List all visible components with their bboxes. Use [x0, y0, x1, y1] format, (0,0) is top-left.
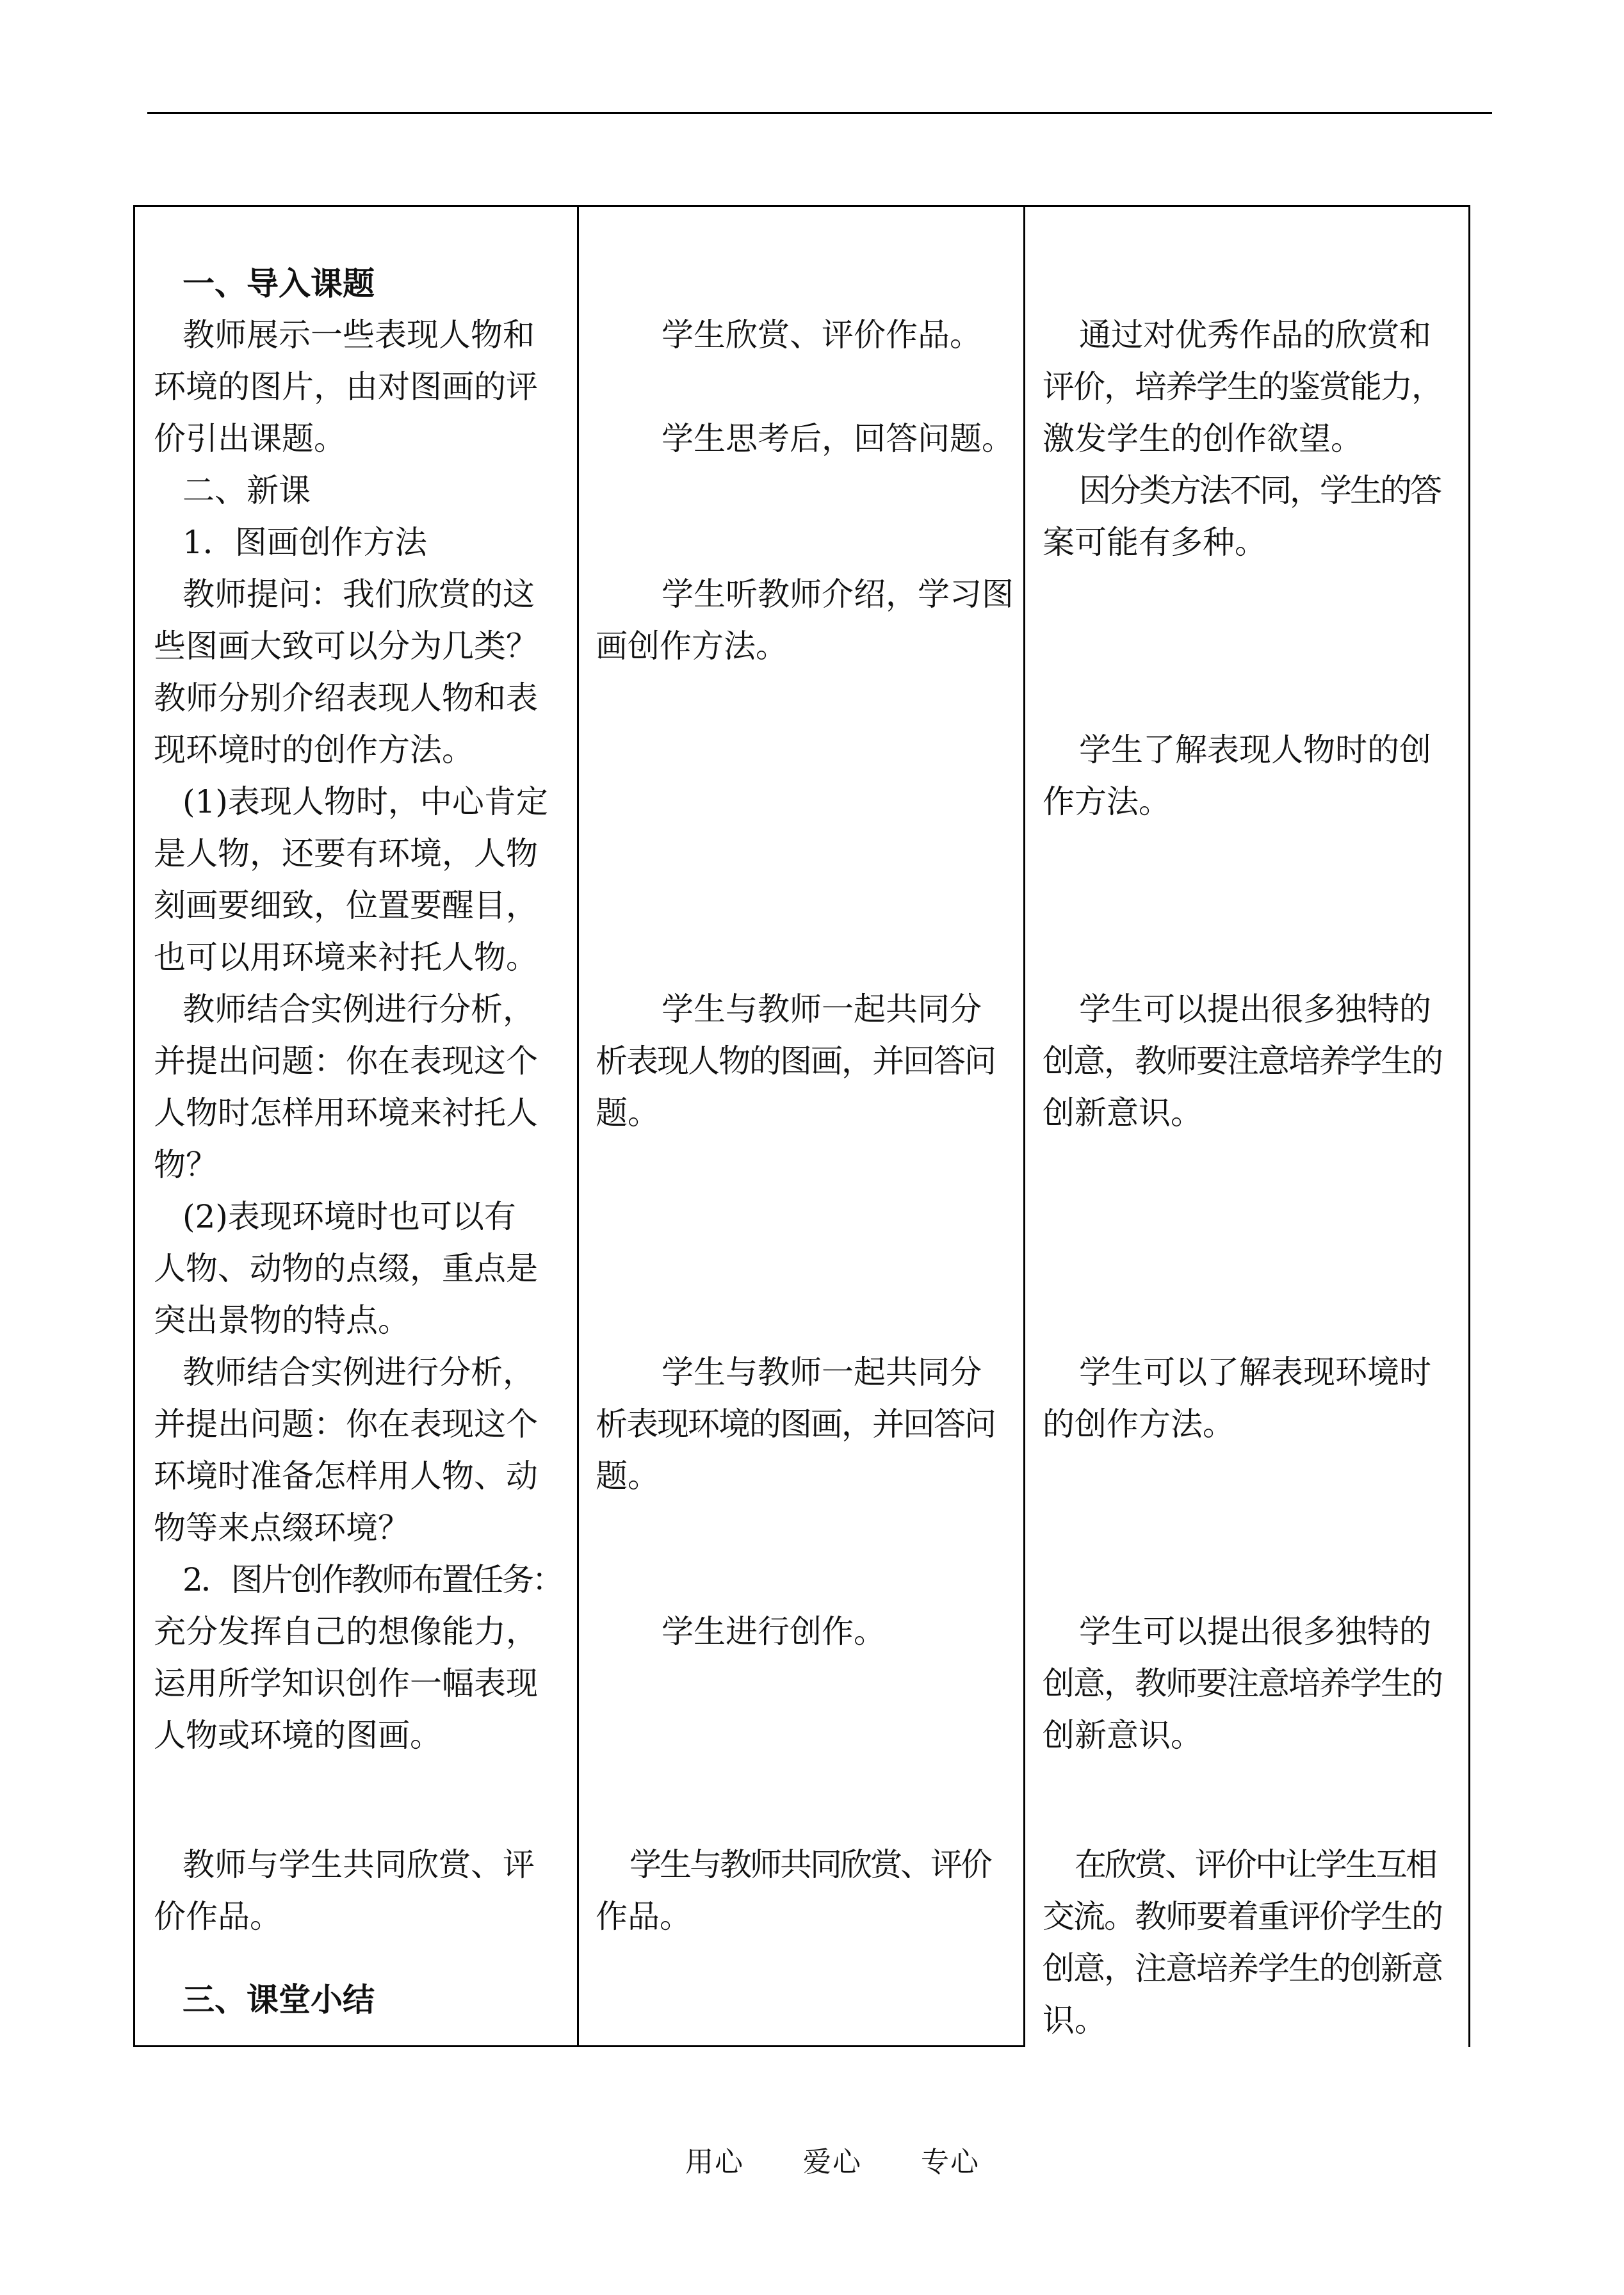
text-line: 激发学生的创作欲望。	[1043, 420, 1363, 457]
text-line: 学生与教师一起共同分	[662, 991, 982, 1028]
text-line: 物？	[154, 1146, 218, 1183]
text-line: 学生了解表现人物时的创	[1079, 731, 1431, 768]
text-line: 是人物，还要有环境，人物	[154, 835, 538, 872]
text-line: 环境的图片，由对图画的评	[154, 368, 538, 405]
text-line: 教师结合实例进行分析，	[183, 991, 535, 1028]
table-left-border	[133, 205, 135, 2047]
text-line: 教师提问：我们欣赏的这	[183, 576, 535, 613]
text-line: 教师展示一些表现人物和	[183, 316, 535, 353]
section-heading: 一、导入课题	[183, 264, 375, 302]
table-right-border	[1468, 205, 1470, 2047]
table-divider-1	[577, 205, 579, 2047]
table-divider-2	[1023, 205, 1025, 2047]
text-line: 案可能有多种。	[1043, 524, 1267, 561]
text-line: 交流。教师要着重评价学生的	[1043, 1898, 1442, 1935]
text-line: 在欣赏、评价中让学生互相	[1075, 1846, 1436, 1883]
text-line: 创意，注意培养学生的创新意	[1043, 1950, 1442, 1987]
section-heading: 二、新课	[183, 472, 311, 509]
table-col2-bottom-border	[577, 2045, 1025, 2047]
text-line: 些图画大致可以分为几类？	[154, 628, 538, 665]
text-line: 人物或环境的图画。	[154, 1717, 442, 1754]
text-line: 教师分别介绍表现人物和表	[154, 679, 538, 717]
text-line: 析表现人物的图画，并回答问	[596, 1042, 995, 1080]
text-line: 人物时怎样用环境来衬托人	[154, 1094, 538, 1131]
text-line: 并提出问题：你在表现这个	[154, 1406, 538, 1443]
page-footer: 用心 爱心 专心	[685, 2146, 980, 2178]
text-line: 刻画要细致，位置要醒目，	[154, 887, 538, 924]
text-line: 通过对优秀作品的欣赏和	[1079, 316, 1431, 353]
text-line: 物等来点缀环境？	[154, 1509, 410, 1546]
text-line: 学生进行创作。	[662, 1613, 886, 1650]
table-top-border	[133, 205, 1470, 207]
text-line: 学生思考后，回答问题。	[662, 420, 1014, 457]
text-line: 现环境时的创作方法。	[154, 731, 474, 768]
text-line: 析表现环境的图画，并回答问	[596, 1406, 995, 1443]
text-line: 学生可以提出很多独特的	[1079, 1613, 1431, 1650]
text-line: 题。	[596, 1094, 660, 1131]
text-line: 学生欣赏、评价作品。	[662, 316, 982, 353]
text-line: 学生可以了解表现环境时	[1079, 1354, 1431, 1391]
table-col1-bottom-border	[133, 2045, 579, 2047]
text-line: 创意，教师要注意培养学生的	[1043, 1042, 1442, 1080]
text-line: 教师与学生共同欣赏、评	[183, 1846, 535, 1883]
text-line: (2)表现环境时也可以有	[183, 1198, 516, 1235]
text-line: 学生听教师介绍，学习图	[662, 576, 1014, 613]
section-heading: 三、课堂小结	[183, 1981, 375, 2018]
header-rule	[147, 112, 1492, 114]
text-line: 识。	[1043, 2002, 1107, 2039]
text-line: 教师结合实例进行分析，	[183, 1354, 535, 1391]
lesson-table	[133, 205, 1470, 2047]
text-line: 环境时准备怎样用人物、动	[154, 1457, 538, 1495]
subsection-heading: 1．图画创作方法	[183, 524, 427, 561]
text-line: 人物、动物的点缀，重点是	[154, 1250, 538, 1287]
text-line: 因分类方法不同，学生的答	[1079, 472, 1440, 509]
text-line: 价引出课题。	[154, 420, 346, 457]
text-line: 学生与教师共同欣赏、评价	[629, 1846, 991, 1883]
text-line: 充分发挥自己的想像能力，	[154, 1613, 538, 1650]
text-line: 学生与教师一起共同分	[662, 1354, 982, 1391]
text-line: 突出景物的特点。	[154, 1302, 410, 1339]
text-line: 的创作方法。	[1043, 1406, 1235, 1443]
text-line: 学生可以提出很多独特的	[1079, 991, 1431, 1028]
text-line: 并提出问题：你在表现这个	[154, 1042, 538, 1080]
text-line: 作方法。	[1043, 783, 1171, 820]
text-line: 创意，教师要注意培养学生的	[1043, 1665, 1442, 1702]
text-line: 画创作方法。	[596, 628, 788, 665]
text-line: 题。	[596, 1457, 660, 1495]
text-line: 运用所学知识创作一幅表现	[154, 1665, 538, 1702]
text-line: 创新意识。	[1043, 1094, 1203, 1131]
text-line: (1)表现人物时，中心肯定	[183, 783, 548, 820]
text-line: 创新意识。	[1043, 1717, 1203, 1754]
subsection-heading: 2．图片创作教师布置任务：	[183, 1561, 562, 1598]
text-line: 价作品。	[154, 1898, 282, 1935]
text-line: 评价，培养学生的鉴赏能力，	[1043, 368, 1442, 405]
text-line: 也可以用环境来衬托人物。	[154, 939, 538, 976]
text-line: 作品。	[596, 1898, 692, 1935]
